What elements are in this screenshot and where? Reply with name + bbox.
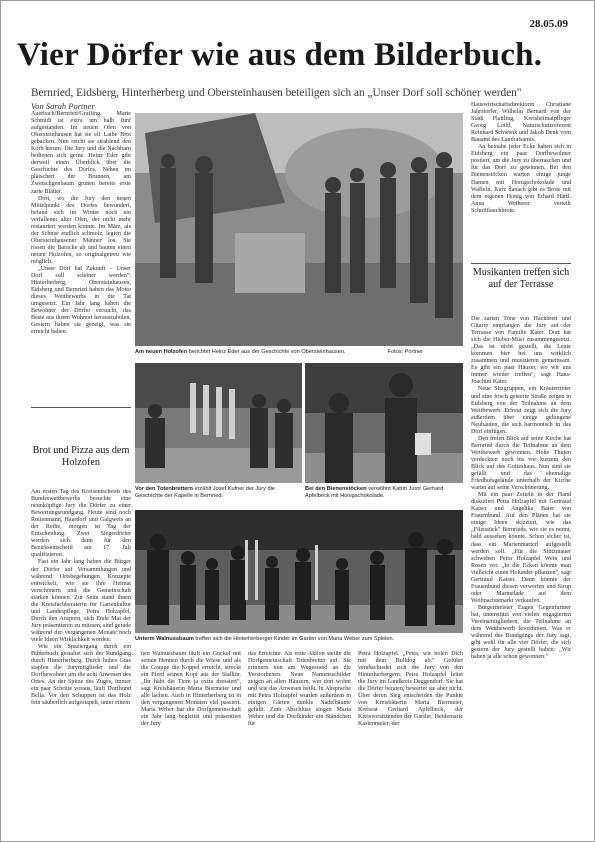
paragraph: Bürgermeister Eugen Gegenfurtner hat, unterstützt von vielen engagierten Vereinsmitgliedern, die Teilnahme an dem Wettbewerb koordiniert. Was er während des Rundgangs der Jury sagt, gibt wohl für alle vier Dörfer, die sich gestern der Jury gestellt haben: „Wir haben ja alle schon gewonnen." <box>471 604 571 661</box>
column-2-text: nen Walnussbaum läuft ein Gockel mit seinen Hennen durch die Wiese und als die Gruppe die Koppel erreicht, streckt ein Pferd seinen Kopf aus der Stalltür. „Ihr habt die Tiere ja extra dressiert", sagt Kreisbäuerin Maria Biermeier und alle lachen. Auch in Hinterherberg ist in den vergangenen Monaten viel passiert. Maria Weber hat die Dorfgemeinschaft ein Jahr lang begleitet und präsentiert der Jury <box>141 651 241 728</box>
column-5-continued <box>471 316 571 816</box>
column-4-text: Petra Holzapfel. „Petra, wir holen Dich mit dem Bulldog ab." Geführt verabschiedet sich die Jury von den Hinterherbergern. Petra Holzapfel leitet die Jury im Landkreis Deggendorf. Sie hat die Dörfer beraten, bewertet sie aber nicht. Über deren Sieg entscheiden die Punkte von Kreisbäuerin Maria Biermeier, Kreisrat Gerhard Apfelbeck, der Kreisvorsitzenden der Gartler, Heidemarie Kastenmeier, der <box>358 651 463 728</box>
article-subheadline: Bernried, Eidsberg, Hinterherberg und Obersteinhausen beteiligen sich an „Unser Dorf soll schöner werden" <box>31 87 522 99</box>
photo-holzofen <box>135 113 463 346</box>
paragraph: Dort, wo die Jury den neuen Mittelpunkt des Dorfes bewundert, befand sich im Winter noch ein verfallener alter Ofen, der nicht mehr restauriert werden konnte. Im März, als der Schnee endlich schmolz, legten die Obersteinhausener Männer los. Sie rissen die Baracke ab und bauten einen neuen Holzofen, so originalgetreu wie möglich. <box>31 195 131 265</box>
caption-text: berichtet Heinz Eder aus der Geschichte von Obersteinhausen. <box>187 349 346 355</box>
photo-caption-bienenstoecke <box>305 486 463 499</box>
clipping-date: 28.05.09 <box>529 18 568 30</box>
paragraph: Wie ein Spaziergang durch ein Bilderbuch gestaltet sich der Rundgang durch Hinterherberg. Durch hohes Gras stapfen die Jurymitglieder und die Dorfbewohner um die acht Anwesen des Ortes. An der Spitze des Zuges, immer ein paar Schritte voraus, läuft Dorfhund Bella. Vor den Schuppen ist das Holz fein säuberlich aufgestapelt, unter einem <box>31 644 131 707</box>
subheading-musikanten: Musikanten treffen sich auf der Terrasse <box>472 267 570 290</box>
section-divider <box>31 407 131 408</box>
caption-lead: Vor den Totenbrettern <box>135 486 193 492</box>
paragraph: „Unser Dorf hat Zukunft – Unser Dorf soll schöner werden": Hinterherberg, Obersteinhausen, Eidsberg und Bernried haben das Motto dieses Wettbewerbs in die Tat umgesetzt. Ein Jahr lang haben die Bewohner der Dörfer versucht, das Beste aus ihrem Wohnort herauszuholen. Gestern haben sie gezeigt, was sie erreicht haben. <box>31 266 131 336</box>
paragraph: Fast ein Jahr lang haben die Bürger der Dörfer auf Versammlungen und während Ortsbegehungen Konzepte entwickelt, wie sie ihre Heimat verschönern und die Gemeinschaft stärken können. Zur Seite stand ihnen die Kreisfachberaterin für Gartenkultur und Landespflege, Petra Holzapfel. Durch den Ansporn, sich Ende Mai der Jury präsentieren zu müssen, sind gerade während der vergangenen Monate noch viele Ideen Wirklichkeit worden. <box>31 559 131 643</box>
article-byline: Von Sarah Portner <box>31 101 95 111</box>
photo-caption-totenbretter <box>135 486 302 499</box>
photo-caption-holzofen <box>135 349 463 356</box>
caption-text: erzählt Josef Kufner der Jury die Geschichte der Kapelle in Bernried. <box>135 486 275 499</box>
paragraph: Hauswirtschaftsdirektorin Christiane Jahrstorfer, Wilhelm Bernard von der Stadt Plattling, Kreisheimatpfleger Georg Loibl, Naturschutzreferent Reinhard Schwenk und Jakob Denk vom Bauamt des Landratsamts. <box>471 102 571 144</box>
paragraph: Mit ein paar Zetteln in der Hand diskutiert Petra Holzapfel mit Gertraud Kaiser und Angelika Baier von Frauenbund. Auf den Plänen hat sie einige Ideen skizziert, wie das „Filetstück" Bernrieds, wie sie es nennt, bald aussehen könnte. Schon sicher ist, dass ein Marienmarterl aufgestellt werden soll. „Für die Stützmauer schweben Petra Holzapfel Wein und Rosen vor. „In die Ecken könnte man vielleicht einen Holunder pflanzen", sagt Gertraud Kaiser. Dann könnte der Frauenbund diesen verwerten und Sirup oder Marmelade auf dem Weihnachtsmarkt verkaufen. <box>471 492 571 604</box>
photo-walnussbaum <box>135 510 463 633</box>
photo-caption-walnussbaum <box>135 636 463 643</box>
caption-lead: Am neuen Holzofen <box>135 349 188 355</box>
photo-bienenstoecke <box>305 363 463 483</box>
photo-totenbretter <box>135 363 302 483</box>
column-1-text <box>31 111 131 403</box>
caption-text: treffen sich die Hinterherberger Kinder im Garten von Maria Weber zum Spielen. <box>193 636 395 642</box>
paragraph: Den freien Blick auf seine Kirche hat Bernried durch die Teilnahme an dem Wettbewerb gewonnen. Hohe Thujen verdeckten noch bis vor kurzem den Blick auf das Gotteshaus. Nun sind sie gefällt und das ehemalige Friedhofsgelände unterhalb der Kirche wartet auf seine Verschönerung. <box>471 435 571 492</box>
column-1-continued <box>31 489 131 814</box>
subheading-brot-pizza: Brot und Pizza aus dem Holzofen <box>32 445 130 468</box>
caption-text: verwöhnt Katrin Juror Gerhard Apfelbeck mit Honigschokolade. <box>305 486 444 499</box>
column-3-text: das Erreichte. Als erste Aktion stellte die Dorfgemeinschaft Totenbretter auf. Sie erinnern nun am Wegesrand an die Verstorbenen. Neue Namensschilder zeigen an allen Häusern, wer dort wohnt und wie das Anwesen heißt. In Absprache mit Petra Holzapfel wurden außerdem in einigen Gärten dunkle Nadelbäume gefällt. Zum Abschluss singen Maria Weber und die Dorfkinder ein Ständchen für <box>248 651 351 728</box>
section-divider <box>471 263 571 264</box>
paragraph: Auerbach/Bernried/Grafling. Marie Schmidt ist extra um halb fünf aufgestanden. Im neuen Ofen von Obersteinhausen hat sie elf Laibe Brot gebacken. Nun reicht sie strahlend den Korb herum. Die Jury und die Nachbarn bedienen sich gerne. Heinz Eder gibt derweil einen Überblick über die Geschichte des Dorfes. Neben im plätschert der Brunnen, am Zwetschgenbaum grünen bereits erste zarte Blätter. <box>31 111 131 195</box>
paragraph: Die zarten Töne von Hackbrett und Gitarre empfangen die Jury auf der Terrasse von Familie Kater. Dort hat sich die Hieber-Musi zusammengesetzt. „Das ist nicht gestellt, die Leute kommen hier bei uns wirklich zusammen und musizieren gemeinsam. Es gibt ein paar Häuser, wo wir uns immer wieder treffen", sagt Hans-Joachim Kater. <box>471 316 571 386</box>
photo-credit: Fotos: Portner <box>387 349 423 355</box>
paragraph: Neue Sitzgruppen, ein Kräutertreter und eine frisch geteerte Straße zeigen in Eidsberg von der Teilnahme an dem Wettbewerb. Erfreut zeigt sich die Jury außerdem über einige gelungene Neubauten, die sich harmonisch in das Dorf einfügen. <box>471 386 571 435</box>
caption-lead: Bei den Bienenstöcken <box>305 486 367 492</box>
column-5-text <box>471 102 571 262</box>
article-headline: Vier Dörfer wie aus dem Bilderbuch. <box>17 37 543 73</box>
paragraph: An beinahe jeder Ecke haben sich in Eidsberg ein paar Dorfbewohner postiert, um die Jury zu überraschen und für das Dorf zu gewinnen. Bei den Bienenstöcken warten einige junge Damen mit Honigschokolade und Waffeln. Kurz danach gibt es Brote mit dem eigenen Honig von Erhard Härtl. Anna Weiherer verteilt Schnittlauchbrote. <box>471 144 571 214</box>
caption-lead: Unterm Walnussbaum <box>135 636 194 642</box>
paragraph: Am ersten Tag des Kreisentscheids des Bundeswettbewerbs besuchte eine neunköpfige Jury die Dörfer zu einer Bewertungsrundgang. Heute sind noch Rottenmann, Haardorf und Galgweis an der Reihe, morgen ist Tag der Entscheidung. Zwei Siegerdörfer werden sich dann für den Bezirksentscheid am 17. Juli qualifizieren. <box>31 489 131 559</box>
